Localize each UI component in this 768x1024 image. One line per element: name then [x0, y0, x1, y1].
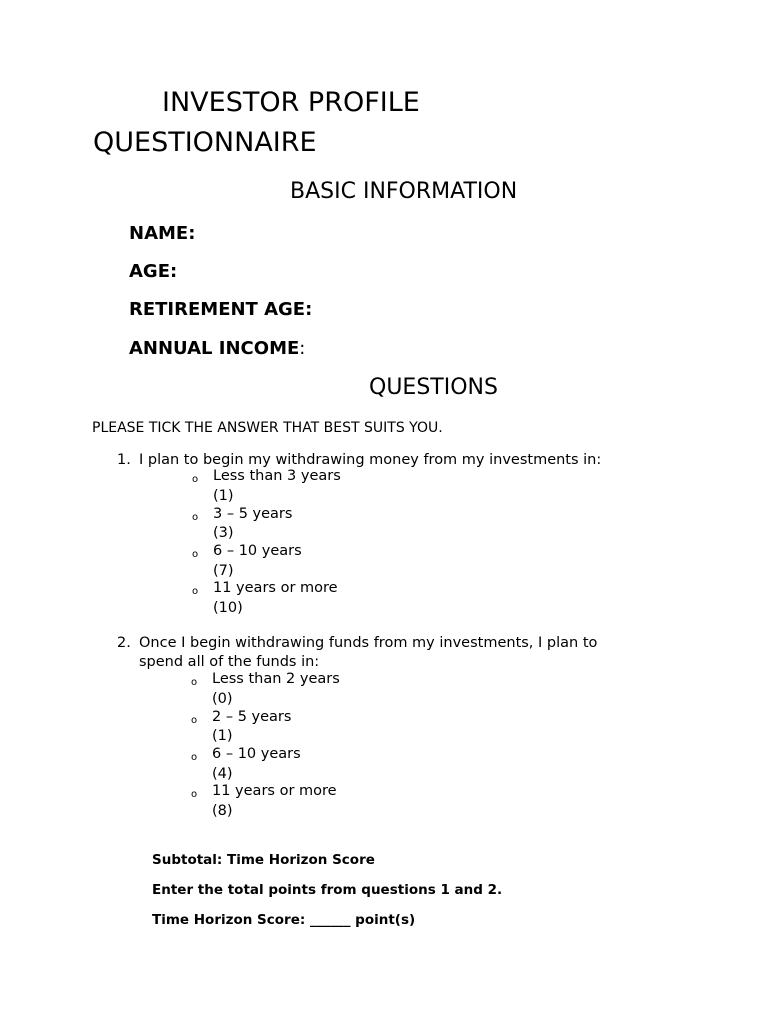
- question-1-number: 1.: [117, 452, 131, 468]
- question-2-option-1-bullet: o: [191, 677, 198, 688]
- question-1-option-1-label[interactable]: Less than 3 years: [213, 468, 341, 484]
- question-1-option-4-points: (10): [213, 600, 243, 616]
- question-2-option-4-label[interactable]: 11 years or more: [212, 783, 337, 799]
- time-horizon-score-line: Time Horizon Score: ______ point(s): [152, 912, 416, 928]
- question-2-text-line-1: Once I begin withdrawing funds from my investments, I plan to: [139, 635, 598, 651]
- question-1-option-1-bullet: o: [192, 474, 199, 485]
- question-1-option-2-label[interactable]: 3 – 5 years: [213, 506, 293, 522]
- question-2-text-line-2: spend all of the funds in:: [139, 654, 320, 670]
- basic-information-heading: BASIC INFORMATION: [290, 179, 518, 204]
- question-2-option-1-label[interactable]: Less than 2 years: [212, 671, 340, 687]
- age-field-label: AGE:: [129, 261, 178, 282]
- question-1-option-3-bullet: o: [192, 549, 199, 560]
- question-1-option-4-bullet: o: [192, 586, 199, 597]
- question-2-option-2-label[interactable]: 2 – 5 years: [212, 709, 292, 725]
- question-2-option-4-points: (8): [212, 803, 233, 819]
- annual-income-label: ANNUAL INCOME: [129, 338, 300, 359]
- question-2-option-2-points: (1): [212, 728, 233, 744]
- tick-instruction: PLEASE TICK THE ANSWER THAT BEST SUITS YOU.: [92, 420, 443, 436]
- questions-heading: QUESTIONS: [369, 375, 498, 400]
- question-2-option-3-label[interactable]: 6 – 10 years: [212, 746, 301, 762]
- question-1-option-2-bullet: o: [192, 512, 199, 523]
- question-1-option-4-label[interactable]: 11 years or more: [213, 580, 338, 596]
- question-2-option-1-points: (0): [212, 691, 233, 707]
- annual-income-colon: :: [299, 338, 306, 359]
- title-line-1: INVESTOR PROFILE: [162, 87, 420, 118]
- question-1-option-2-points: (3): [213, 525, 234, 541]
- name-field-label: NAME:: [129, 223, 196, 244]
- subtotal-title: Subtotal: Time Horizon Score: [152, 852, 375, 868]
- question-2-option-2-bullet: o: [191, 715, 198, 726]
- subtotal-instruction: Enter the total points from questions 1 and 2.: [152, 882, 503, 898]
- title-line-2: QUESTIONNAIRE: [93, 127, 317, 158]
- question-2-option-4-bullet: o: [191, 789, 198, 800]
- annual-income-field: [129, 337, 305, 361]
- question-1-option-3-label[interactable]: 6 – 10 years: [213, 543, 302, 559]
- question-2-option-3-points: (4): [212, 766, 233, 782]
- question-2-option-3-bullet: o: [191, 752, 198, 763]
- question-1-text: I plan to begin my withdrawing money from my investments in:: [139, 452, 602, 468]
- question-1-option-3-points: (7): [213, 563, 234, 579]
- retirement-age-field-label: RETIREMENT AGE:: [129, 299, 313, 320]
- question-1-option-1-points: (1): [213, 488, 234, 504]
- question-2-number: 2.: [117, 635, 131, 651]
